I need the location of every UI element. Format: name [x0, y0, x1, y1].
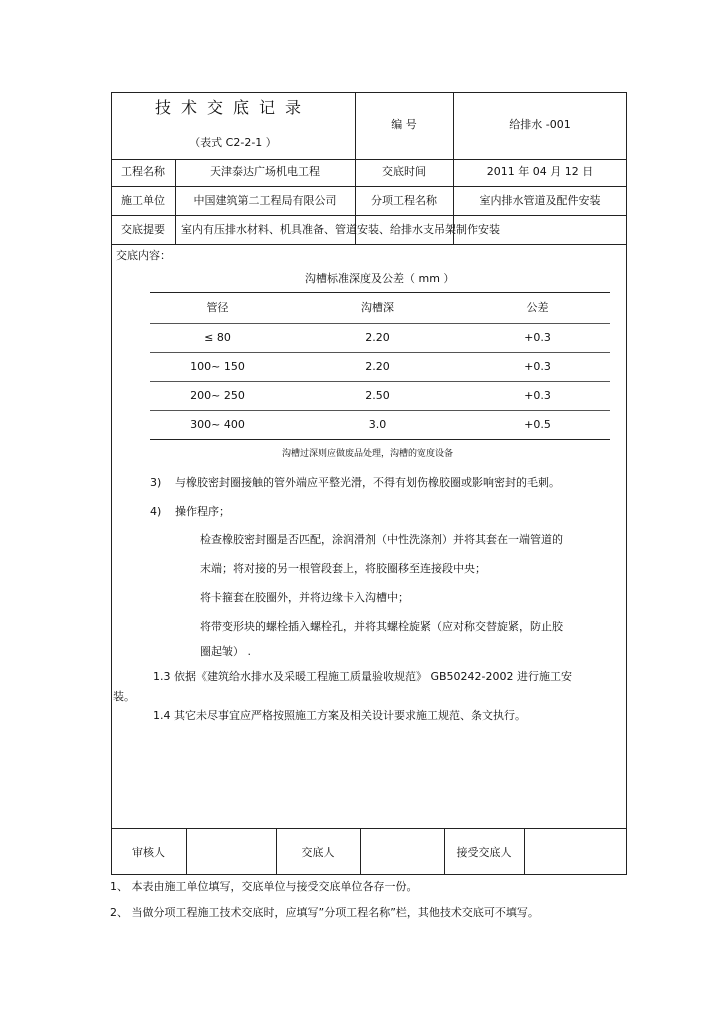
divider [360, 828, 361, 875]
footnote-2: 2、 当做分项工程施工技术交底时，应填写”分项工程名称”栏，其他技术交底可不填写。 [110, 906, 539, 919]
table-cell: +0.3 [524, 360, 551, 373]
date-label: 交底时间 [382, 165, 426, 178]
divider [524, 828, 525, 875]
summary-label: 交底提要 [121, 223, 165, 236]
content-label: 交底内容： [116, 249, 171, 262]
item-text: 操作程序； [175, 505, 230, 518]
procedure-step: 将带变形块的螺栓插入螺栓孔，并将其螺栓旋紧（应对称交替旋紧，防止胶 [200, 620, 563, 633]
table-cell: ≤ 80 [204, 331, 231, 344]
receiver-label: 接受交底人 [456, 846, 512, 859]
number-value: 给排水 -001 [509, 118, 571, 131]
subproject-value: 室内排水管道及配件安装 [479, 194, 601, 207]
table-header-depth: 沟槽深 [361, 301, 394, 314]
discloser-label: 交底人 [301, 846, 335, 859]
table-cell: +0.5 [524, 418, 551, 431]
table-cell: 300~ 400 [190, 418, 245, 431]
item-number: 4) [150, 505, 162, 518]
item-number: 3) [150, 476, 162, 489]
table-rule [150, 410, 610, 411]
divider [111, 244, 627, 245]
divider [111, 186, 627, 187]
reviewer-label: 审核人 [132, 846, 165, 859]
table-rule [150, 352, 610, 353]
table-header-diameter: 管径 [206, 301, 229, 314]
item-text: 与橡胶密封圈接触的管外端应平整光滑，不得有划伤橡胶圈或影响密封的毛刺。 [175, 476, 560, 489]
procedure-step: 末端；将对接的另一根管段套上，将胶圈移至连接段中央； [200, 562, 486, 575]
project-name-label: 工程名称 [121, 165, 165, 178]
table-cell: 2.20 [365, 360, 390, 373]
procedure-step: 圈起皱） . [200, 645, 251, 658]
date-value: 2011 年 04 月 12 日 [486, 165, 594, 178]
number-label: 编 号 [391, 118, 417, 131]
table-cell: +0.3 [524, 389, 551, 402]
table-note: 沟槽过深则应做废品处理，沟槽的宽度设备 [282, 449, 454, 459]
paragraph-1-4: 1.4 其它未尽事宜应严格按照施工方案及相关设计要求施工规范、条文执行。 [153, 709, 526, 722]
table-cell: 200~ 250 [190, 389, 245, 402]
procedure-step: 将卡箍套在胶圈外，并将边缘卡入沟槽中； [200, 591, 409, 604]
paragraph-1-3: 1.3 依据《建筑给水排水及采暖工程施工质量验收规范》 GB50242-2002 进行施工安 [153, 670, 573, 683]
table-cell: 2.20 [365, 331, 390, 344]
table-rule [150, 439, 610, 440]
project-name-value: 天津泰达广场机电工程 [210, 165, 320, 178]
subproject-label: 分项工程名称 [371, 194, 437, 207]
paragraph-1-3-continued: 装。 [113, 690, 135, 703]
summary-value: 室内有压排水材料、机具准备、管道安装、给排水支吊架制作安装 [181, 223, 500, 236]
table-cell: 3.0 [368, 418, 387, 431]
divider [111, 159, 627, 160]
form-title: 技术交底记录 [154, 98, 311, 117]
table-rule [150, 323, 610, 324]
table-cell: +0.3 [524, 331, 551, 344]
divider [186, 828, 187, 875]
unit-value: 中国建筑第二工程局有限公司 [193, 194, 337, 207]
footnote-1: 1、 本表由施工单位填写，交底单位与接受交底单位各存一份。 [110, 880, 418, 893]
table-cell: 2.50 [365, 389, 390, 402]
table-header-tolerance: 公差 [526, 301, 549, 314]
groove-table-title: 沟槽标准深度及公差（ mm ） [305, 272, 455, 285]
unit-label: 施工单位 [121, 194, 165, 207]
procedure-step: 检查橡胶密封圈是否匹配，涂润滑剂（中性洗涤剂）并将其套在一端管道的 [200, 533, 563, 546]
form-code: （表式 C2-2-1 ） [189, 136, 277, 149]
table-rule [150, 381, 610, 382]
table-cell: 100~ 150 [190, 360, 245, 373]
divider [111, 215, 627, 216]
divider [111, 828, 627, 829]
table-rule [150, 292, 610, 293]
